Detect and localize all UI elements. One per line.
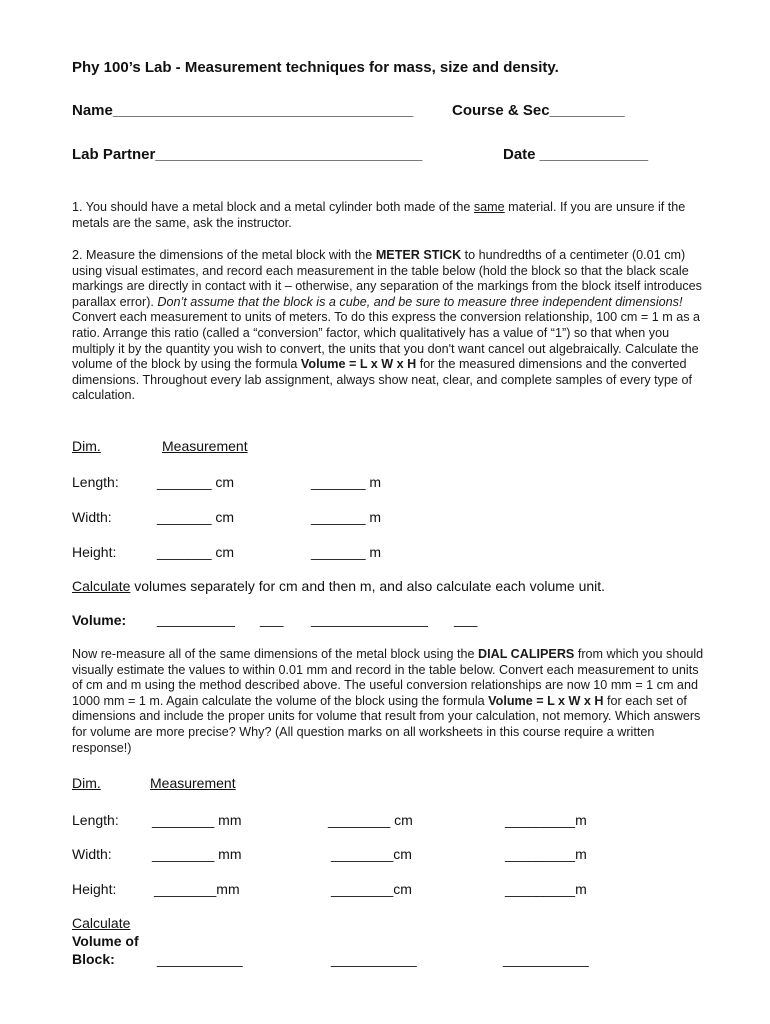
table2-measurement-header: Measurement xyxy=(150,775,236,791)
instruction-paragraph-3 xyxy=(72,647,712,756)
block-volume-m-blank[interactable]: ___________ xyxy=(503,951,589,967)
table1-dim-header: Dim. xyxy=(72,438,101,454)
calculate-underlined: Calculate xyxy=(72,578,131,594)
table1-height-m-blank[interactable]: _______ m xyxy=(311,544,382,560)
p3-volume-formula: Volume = L x W x H xyxy=(488,693,604,708)
table2-width-m-blank[interactable]: _________m xyxy=(505,846,587,862)
lab-partner-field[interactable]: Lab Partner________________________________ xyxy=(72,146,423,163)
p3-text-d: for each set of dimensions and include the proper units for volume that result from your calculation, not memory. Which answers for volume are more precise? Why? (All question marks on all worksheets in this course require a written response!) xyxy=(72,693,701,755)
p2-italic-note: Don’t assume that the block is a cube, and be sure to measure three independent dimensions! xyxy=(157,294,683,309)
course-sec-field[interactable]: Course & Sec_________ xyxy=(452,102,625,119)
volume-label: Volume: xyxy=(72,612,127,628)
table1-height-cm-blank[interactable]: _______ cm xyxy=(157,544,235,560)
page-title: Phy 100’s Lab - Measurement techniques for mass, size and density. xyxy=(72,59,559,76)
table2-height-mm-blank[interactable]: ________mm xyxy=(154,881,240,897)
table2-row-label: Height: xyxy=(72,881,117,897)
table1-measurement-header: Measurement xyxy=(162,438,248,454)
p2-text-a: 2. Measure the dimensions of the metal block with the xyxy=(72,248,376,262)
p2-text-d: Convert each measurement to units of meters. To do this express the conversion relationship, 100 cm = 1 m as a ratio. Arrange this ratio (called a “conversion” factor, which qualitatively has a value of “1”) so that when you multiply it by the quantity you wish to convert, the units that you don't want cancel out algebraically. Calculate the volume of the block by using the formula xyxy=(72,310,701,372)
table1-row-label: Height: xyxy=(72,544,117,560)
instruction-paragraph-1 xyxy=(72,200,712,231)
p2-meter-stick: METER STICK xyxy=(375,248,462,262)
p2-text-e: for the measured dimensions and the converted dimensions. Throughout every lab assignment, always show neat, clear, and complete samples of every type of calculation. xyxy=(72,357,692,403)
volume-cm-blank[interactable]: __________ xyxy=(157,611,235,627)
table2-height-cm-blank[interactable]: ________cm xyxy=(331,881,412,897)
table1-length-cm-blank[interactable]: _______ cm xyxy=(157,474,235,490)
date-field[interactable]: Date _____________ xyxy=(503,146,649,163)
instruction-paragraph-2 xyxy=(72,248,712,404)
table2-length-mm-blank[interactable]: ________ mm xyxy=(152,812,242,828)
table1-length-m-blank[interactable]: _______ m xyxy=(311,474,382,490)
name-field[interactable]: Name____________________________________ xyxy=(72,102,414,119)
table2-row-label: Width: xyxy=(72,846,112,862)
table2-dim-header: Dim. xyxy=(72,775,101,791)
calculate-instruction-1 xyxy=(72,578,605,594)
p3-text-c: from which you should visually estimate the values to within 0.01 mm and record in the table below. Convert each measurement to units of cm and m using the method described above. The useful conversion relationships are now 10 mm = 1 cm and 1000 mm = 1 m. Again calculate the volume of the block using the formula xyxy=(72,647,704,708)
calculate-label-2: Calculate xyxy=(72,915,131,931)
table2-length-cm-blank[interactable]: ________ cm xyxy=(328,812,413,828)
block-volume-cm-blank[interactable]: ___________ xyxy=(331,951,417,967)
table1-width-cm-blank[interactable]: _______ cm xyxy=(157,509,235,525)
p2-text-c: to hundredths of a centimeter (0.01 cm) using visual estimates, and record each measurement in the table below (hold the block so that the black scale markings are directly in contact with it – otherwise, any separation of the markings from the block itself introduces parallax error). xyxy=(72,248,702,309)
block-volume-mm-blank[interactable]: ___________ xyxy=(157,951,243,967)
p1-underlined-same: same xyxy=(473,200,505,214)
calculate-rest: volumes separately for cm and then m, and also calculate each volume unit. xyxy=(130,578,606,594)
table2-height-m-blank[interactable]: _________m xyxy=(505,881,587,897)
table2-width-cm-blank[interactable]: ________cm xyxy=(331,846,412,862)
p3-text-a: Now re-measure all of the same dimensions of the metal block using the xyxy=(72,647,478,661)
table2-length-m-blank[interactable]: _________m xyxy=(505,812,587,828)
table2-width-mm-blank[interactable]: ________ mm xyxy=(152,846,242,862)
p2-volume-formula: Volume = L x W x H xyxy=(300,357,417,372)
p1-text-a: 1. You should have a metal block and a metal cylinder both made of the xyxy=(72,200,474,214)
block-label: Block: xyxy=(72,951,115,967)
volume-of-label: Volume of xyxy=(72,933,139,949)
volume-m-blank[interactable]: _______________ xyxy=(311,611,428,627)
p1-text-b: material. If you are unsure if the metals are the same, ask the instructor. xyxy=(72,200,686,230)
p3-dial-calipers: DIAL CALIPERS xyxy=(478,647,575,661)
volume-cm-unit-blank[interactable]: ___ xyxy=(260,611,284,627)
table1-row-label: Width: xyxy=(72,509,112,525)
volume-m-unit-blank[interactable]: ___ xyxy=(454,611,478,627)
table1-width-m-blank[interactable]: _______ m xyxy=(311,509,382,525)
table2-row-label: Length: xyxy=(72,812,119,828)
table1-row-label: Length: xyxy=(72,474,119,490)
